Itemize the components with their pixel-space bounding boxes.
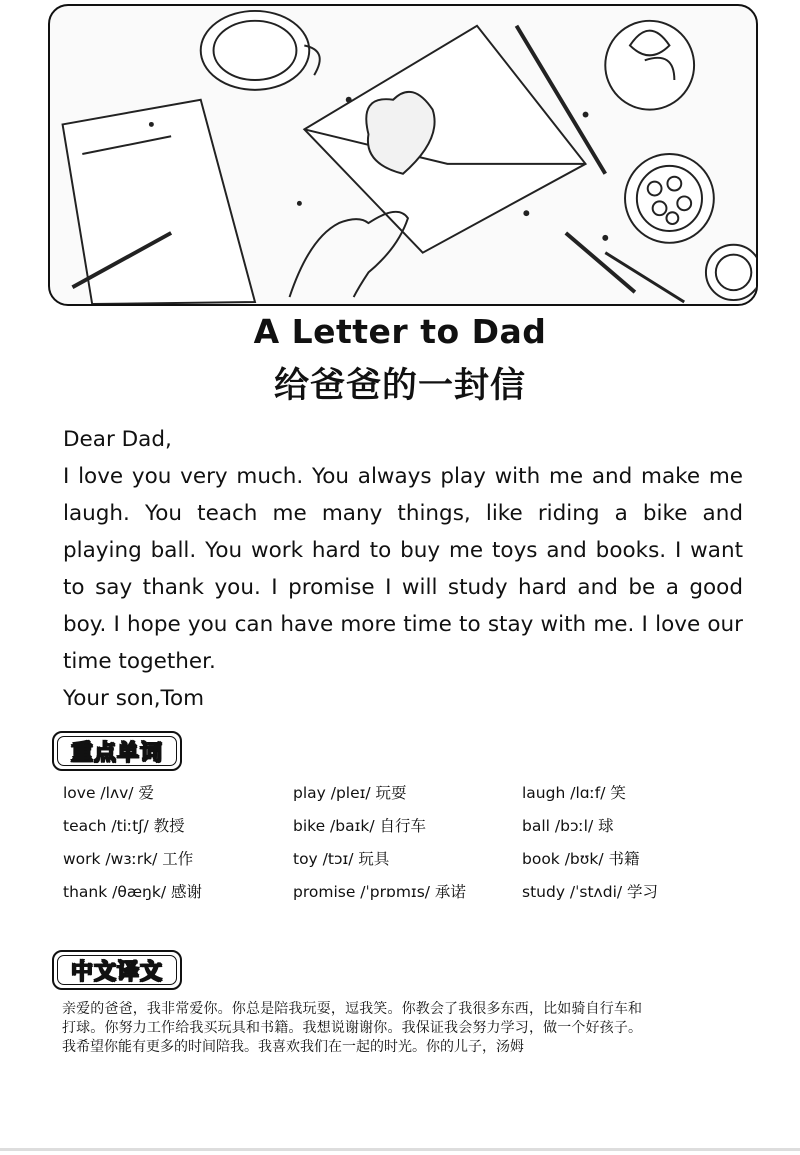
letter-text [63, 421, 743, 717]
vocab-item: thank /θæŋk/ 感谢 [63, 883, 203, 901]
vocab-item: ball /bɔːl/ 球 [522, 817, 614, 835]
title-english: A Letter to Dad [253, 312, 547, 351]
vocab-item: promise /ˈprɒmɪs/ 承诺 [293, 883, 466, 901]
vocab-item: teach /tiːtʃ/ 教授 [63, 817, 185, 835]
page-bottom-divider [0, 1148, 800, 1151]
title-chinese: 给爸爸的一封信 [273, 366, 526, 406]
letter-illustration [48, 4, 758, 306]
key-words-label: 重点单词 [70, 740, 163, 766]
vocabulary-list [63, 782, 743, 903]
key-words-heading [52, 731, 182, 771]
vocab-item: study /ˈstʌdi/ 学习 [522, 883, 659, 901]
translation-heading [52, 950, 182, 990]
vocab-item: toy /tɔɪ/ 玩具 [293, 850, 390, 868]
letter-body: I love you very much. You always play with me and make me laugh. You teach me many things, like riding a bike and playing ball. You work hard to buy me toys and books. I want to say thank you. I promise I will study hard and be a good boy. I hope you can have more time to stay with me. I love our time together. [63, 464, 743, 674]
desk-sketch-image [50, 6, 756, 304]
vocab-item: love /lʌv/ 爱 [63, 784, 154, 802]
vocab-item: bike /baɪk/ 自行车 [293, 817, 426, 835]
chinese-translation: 亲爱的爸爸，我非常爱你。你总是陪我玩耍，逗我笑。你教会了我很多东西，比如骑自行车和打球。你努力工作给我买玩具和书籍。我想说谢谢你。我保证我会努力学习，做一个好孩子。我希望你能有更多的时间陪我。我喜欢我们在一起的时光。你的儿子，汤姆 [62, 1001, 642, 1055]
letter-greeting: Dear Dad, [63, 427, 172, 452]
vocab-item: laugh /lɑːf/ 笑 [522, 784, 626, 802]
vocab-item: work /wɜːrk/ 工作 [63, 850, 194, 868]
translation-label: 中文译文 [70, 959, 163, 985]
vocab-item: book /bʊk/ 书籍 [522, 850, 640, 868]
vocab-item: play /pleɪ/ 玩耍 [293, 784, 407, 802]
letter-signature: Your son,Tom [63, 686, 205, 711]
